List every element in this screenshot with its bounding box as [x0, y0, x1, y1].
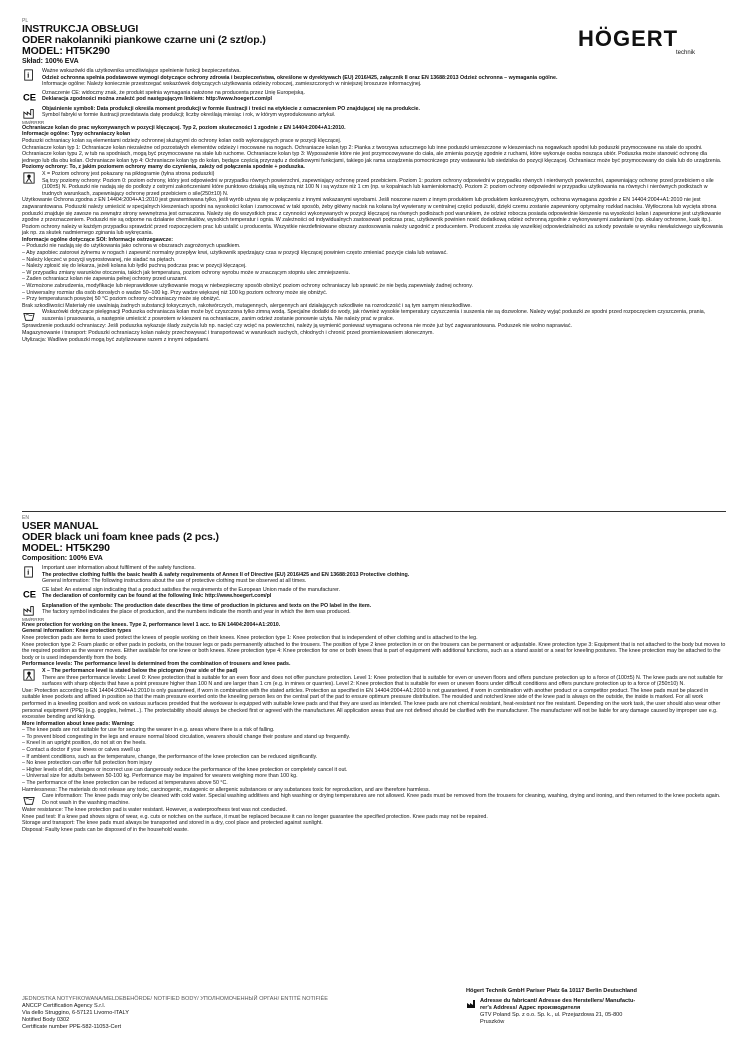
manufacturer-address [466, 998, 728, 1026]
polish-section [22, 18, 726, 343]
factory-icon [22, 107, 36, 119]
en-p2: Knee protection type 2: Foam plastic or other pads in pockets, on the trouser legs or pads permanently attached to the trousers. The position of type 2 knee protection in or on the trousers can be permanent or adjustable. Knee protection type 3: Equipment that is not attached to the body but moves to the required position as the wearer moves. Either available for one knee or both knees. Knee protection type 4: Knee protection for one or both knees that is part of equipment with additional functions, such as a stand assist or a seat for kneeling postures. The knee protection may be attached to the body or is used independently from the body. [22, 641, 726, 661]
pl-info1: Ważne wskazówki dla użytkownika umożliwiające spełnienie funkcji bezpieczeństwa. [42, 68, 241, 74]
svg-text:CE: CE [23, 91, 36, 103]
pl-ce-block [22, 90, 726, 104]
en-harm: Harmlessness: The materials do not release any toxic, carcinogenic, mutagenic or allergenic substances or any substances toxic for reproduction, and are therefore harmless. [22, 786, 430, 793]
en-warn-7: – Universal size for adults between 50-100 kg. Performance may be impaired for wearers weighing more than 100 kg. [22, 773, 298, 780]
pl-warn-0: – Poduszki nie nadają się do użytkowania jako ochrona w obszarach zagrożonych upadkiem. [22, 243, 241, 250]
pl-levels: Poziomy ochrony: To, z jakim poziomem ochrony mamy do czynienia, zależy od połączenia spodnie + poduszka. [22, 164, 305, 171]
pl-p2: Ochraniacze kolan typ 1: Ochraniacze kolan niezależne od pozostałych elementów odzieży i mocowane na nogach. Ochraniacze kolan typ 2: Pianka z tworzywa sztucznego lub inne poduszki umieszczone w kieszeniach na nogawkach spodni lub poduszki przymocowane na stałe do spodni. Ochraniacze kolan typu 2, w tub na spodniach, mogą być przymocowane na stałe lub ruchome. Ochraniacze kolan typ 3: Wyposażenie które nie jest przymocowywane do ciała, ale zmienia pozycję zgodnie z ruchami, które wykonuje osoba nosząca ubiór. Poduszka może stanowić ochronę dla jednego lub dla obu kolan. Ochraniacze kolan typ 4: Ochraniacze kolan typ do kolan, będące częścią przyrządu z dodatkowymi funkcjami, takiego jak rama urządzenia pomocniczego przy wstawaniu lub siedziska do pozycji klęczącej. Ochraniacz może być przymocowany do ciała lub do urządzenia. [22, 144, 722, 164]
pl-check: Sprawdzenie poduszki ochraniaczy: Jeśli poduszka wykazuje ślady zużycia lub np. nacięć czy wcięć na powierzchni, należy ją wymienić ponieważ wymagana ochrona nie może już być zagwarantowana. Poduszek nie wolno naprawiać. [22, 323, 572, 330]
en-title: USER MANUAL [22, 520, 99, 532]
address-label-1: Adresse du fabricant/ Adresse des Herstellers/ Manufactu- [480, 998, 636, 1004]
en-warn-4: – If ambient conditions, such as the temperature, change, the performance of the knee protection can be reduced significantly. [22, 753, 318, 760]
pl-warn-4: – W przypadku zmiany warunków otoczenia, takich jak temperatura, poziom ochrony wyrobu może w znaczącym stopniu ulec zmniejszeniu. [22, 269, 350, 276]
en-warn-5: – No knee protection can offer full protection from injury [22, 760, 153, 767]
knee-pictogram-icon [22, 669, 36, 681]
en-date-format: MM/RRRR [22, 616, 45, 622]
ce-mark-icon [22, 91, 36, 103]
wash-care-icon [22, 310, 36, 322]
en-disposal: Disposal: Faulty knee pads can be disposed of in the household waste. [22, 827, 189, 833]
manufacturer-block [466, 988, 728, 1026]
pl-general: Informacje ogólne: Typy ochraniaczy kolan [22, 131, 131, 138]
pl-warn-5: – Żaden ochraniacz kolan nie zapewnia pełnej ochrony przed urazami. [22, 276, 188, 283]
en-warn-8: – The performance of the knee protection can be reduced at temperatures above 50 °C. [22, 780, 228, 787]
en-warn-head: More information about knee pads: Warning: [22, 720, 135, 727]
pl-kneel-type: Ochraniacze kolan do prac wykonywanych w pozycji klęczącej. Typ 2, poziom skuteczności 1 zgodnie z EN 14404:2004+A1:2010. [22, 124, 346, 131]
manual-book-icon [22, 69, 36, 81]
en-info-block [22, 565, 726, 585]
pl-warn-3: – Należy zgłosić się do lekarza, jeżeli kolana lub łydki puchną podczas prac w pozycji klęczącej. [22, 263, 247, 270]
en-storage: Storage and transport: The knee pads must always be transported and stored in a dry, cool place and protected against sunlight. [22, 820, 323, 827]
pl-model: MODEL: HT5K290 [22, 45, 110, 57]
knee-pictogram-icon [22, 172, 36, 184]
en-levels-block [22, 668, 726, 688]
notified-body-address: Via dello Struggino, 6-57121 Livorno-ITALY [22, 1010, 129, 1016]
en-warn-2: – Kneel in an upright position, do not sit on the heels. [22, 740, 147, 747]
pl-disposal: Utylizacja: Wadliwe poduszki mogą być zutylizowane razem z innymi odpadami. [22, 336, 210, 343]
en-info1: Important user information about fulfilment of the safety functions. [42, 565, 196, 571]
pl-warn-2: – Należy klęczeć w pozycji wyprostowanej, nie siadać na piętach. [22, 256, 176, 263]
manual-book-icon [22, 566, 36, 578]
pl-x2: Są trzy poziomy ochrony: Poziom 0: poziom ochrony, który jest odpowiedni w przypadku równych powierzchni, zapewniający ochronę przed przebiciem. Poziom 1: poziom ochrony odpowiedni w przypadku równych i nierównych powierzchni, zapewniający ochronę przed przebiciem o sile (100±5) N. Poduszki nie nadają się do podłoży z ostrymi zakończeniami które punktowo działają siłą wyższą niż 100 N i są wyższe niż 1 cm (np. w kopalniach lub kamieniołomach). Poziom 2: poziom ochrony odpowiedni w przypadku użytkowania na równych i nierównych podłożach w trudnych warunkach, zapewniający ochronę przed przebiciem o sile(250±10) N. [42, 177, 714, 197]
pl-levels-block [22, 171, 726, 197]
lang-label-en: EN [22, 515, 29, 521]
pl-ce1: Oznaczenie CE: widoczny znak, że produkt spełnia wymagania nałożone na producenta przez Unię Europejską. [42, 89, 305, 96]
pl-care: Wskazówki dotyczące pielęgnacji Poduszka ochraniacza kolan może być czyszczona tylko zimną wodą. Specjalne dodatki do wody, jak również wysokie temperatury czyszczenia i suszenia nie są dozwolone. Należy wyjąć poduszki ze spodni przed rozpoczęciem czyszczenia, prania, suszenia i prasowania, a następnie umieścić z powrotem w kieszeni na ochraniacze, zanim odzież zostanie ponownie użyta. Nie należy prać w pralce. [42, 309, 706, 322]
en-product-name: ODER black uni foam knee pads (2 pcs.) [22, 531, 219, 543]
svg-text:CE: CE [23, 588, 36, 600]
en-x2: There are three performance levels: Level 0: Knee protection that is suitable for an even floor and does not offer puncture protection. Level 1: Knee protection that is suitable for even or uneven floors and offers puncture protection up to a force of (100±5) N. The knee pads are not suitable for surfaces with sharp objects that have a point pressure higher than 100 N and are larger than 1 cm (e.g. in mines or quarries). Level 2: Knee protection that is suitable for even or uneven floors under difficult conditions and offers puncture protection up to a force of (250±10) N. [42, 674, 724, 688]
en-info2: The protective clothing fulfils the basic health & safety requirements of Annex II of Directive (EU) 2016/425 and EN 13688:2013 Protective clothing. [42, 571, 410, 578]
pl-info-block [22, 68, 726, 88]
en-sym2: The factory symbol indicates the place of production, and the numbers indicate the month and year in which the item was produced. [42, 609, 351, 616]
pl-title: INSTRUKCJA OBSŁUGI [22, 23, 139, 35]
en-composition: Composition: 100% EVA [22, 555, 103, 562]
en-kneel-type: Knee protection for working on the knees. Type 2, performance level 1 acc. to EN 14404:2004+A1:2010. [22, 621, 281, 628]
en-warn-0: – The knee pads are not suitable for use for securing the wearer in e.g. areas where there is a risk of falling. [22, 727, 275, 734]
en-p1: Knee protection pads are items to used protect the knees of people working on their knees. Knee protection type 1: Knee protection that is independent of other clothing and is attached to the leg. [22, 634, 478, 641]
company-line: Högert Technik GmbH Pariser Platz 6a 10117 Berlin Deutschland [466, 988, 637, 994]
pl-composition: Skład: 100% EVA [22, 58, 79, 65]
en-info3: General information: The following instructions about the use of protective clothing must be observed at all times. [42, 578, 307, 585]
notified-body-block [22, 996, 422, 1031]
pl-care-block [22, 309, 726, 323]
section-divider [22, 511, 726, 512]
en-check: Knee pad test: If a knee pad shows signs of wear, e.g. cuts or notches on the surface, it must be replaced because it can no longer guarantee the specified protection. Knee pads may not be repaired. [22, 813, 488, 820]
pl-warn-8: – Przy temperaturach powyżej 50 °C poziom ochrony ochraniaczy może się obniżyć. [22, 296, 221, 303]
pl-info3: Informacje ogólne: Należy koniecznie przestrzegać wskazówek dotyczących użytkowania odzieży roboczej, zamieszczonych w niniejszej broszurze informacyjnej. [42, 81, 422, 88]
wash-care-icon [22, 794, 36, 806]
pl-storage: Magazynowanie i transport: Poduszki ochraniaczy kolan należy przechowywać i transportować w warunkach suchych, chłodnych i chronić przed promieniowaniem słonecznym. [22, 330, 434, 336]
address-line-1: GTV Poland Sp. z o.o. Sp. k., ul. Przejazdowa 21, 05-800 [480, 1012, 623, 1018]
ce-mark-icon [22, 588, 36, 600]
en-general: General information: Knee protection types [22, 628, 132, 635]
svg-text:technik: technik [676, 50, 696, 56]
en-symbols-block [22, 603, 726, 617]
en-use: Use: Protection according to EN 14404:2004+A1:2010 is only guaranteed, if worn in combination with the stated articles. Protection as specified in EN 14404:2004+A1:2010 is not guaranteed, if worn in combination with another product or a competitor product. The knee pads must be placed in suitable knee pockets and affixed in position so that the main pressure exerted onto the kneeling person lies on the central part of the pad to ensure optimum pressure distribution. The moulded and notched knee side of the knee pad is always on the outside, the inside is marked. For all work performed in a kneeling position and work on various surfaces provided that the workwear is equipped with suitable knee pads and that they are used as intended. The knee pads are not chemical resistant, heat-resistant nor fire resistant. Depending on the work task, the user should also wear other personal equipment (PPE) (e.g. goggles, helmet...). The protectability should always be checked first or agreed with the manufacturer. All application areas that are not defined should be clarified with the manufacturer. The manufacturer will not be liable for any damage caused by improper use e.g. excessive bending and kinking. [22, 687, 721, 721]
notified-body-heading: JEDNOSTKA NOTYFIKOWANA/MELDEBEHÖRDE/ NOTIFIED BODY/ УПОЛНОМОЧЕННЫЙ ОРГАН/ ENTITÉ NOTIFIÉE [22, 996, 328, 1002]
pl-warn-7: – Uniwersalny rozmiar dla osób dorosłych o wadze 50–100 kg. Przy wadze większej niż 100 kg poziom ochrony może się obniżyć. [22, 289, 328, 296]
en-care-block [22, 793, 726, 807]
svg-text:HÖGERT: HÖGERT [578, 26, 679, 51]
svg-text:i: i [27, 72, 30, 80]
pl-sym2: Symbol fabryki w formie ilustracji przedstawia datę produkcji; liczby określają miesiąc i rok, w którym wyprodukowano artykuł. [42, 112, 336, 119]
en-water: Water resistance: The knee protection pad is water resistant. However, a waterproofness test was not conducted. [22, 807, 287, 814]
manufacturer-icon [466, 999, 476, 1009]
en-ce2: The declaration of conformity can be found at the following link: http://www.hoegert.com/pl [42, 593, 272, 600]
en-care: Care information: The knee pads may only be cleaned with cold water. Special washing additives and high washing or drying temperatures are not allowed. Knee pads must be removed from the trousers for cleaning, washing, drying and ironing, and then returned to the knee pockets again. Do not wash in the washing machine. [42, 793, 721, 806]
notified-body-number: Notified Body 0302 [22, 1017, 70, 1023]
svg-text:i: i [27, 569, 30, 577]
factory-icon [22, 604, 36, 616]
pl-sym1: Objaśnienie symboli: Data produkcji określa moment produkcji w formie ilustracji i treści na etykiecie z oznaczeniem PO znajdującej się na produkcie. [42, 105, 420, 112]
pl-ce2: Deklaracja zgodności można znaleźć pod następującym linkiem: http://www.hoegert.com/pl [42, 96, 272, 103]
address-line-2: Pruszków [480, 1019, 505, 1025]
pl-info2: Odzież ochronna spełnia podstawowe wymogi dotyczące ochrony zdrowia i bezpieczeństwa, określone w dyrektywach (EU) 2016/425, załącznik II oraz EN 13688:2013 Odzież ochronna – wymagania ogólne. [42, 74, 558, 81]
address-label-2: rer's Address/ Адрес производителя [480, 1005, 581, 1011]
pl-x1: X = Poziom ochrony jest pokazany na piktogramie (tylna strona poduszki) [42, 170, 215, 177]
pl-symbols-block [22, 106, 726, 120]
en-model: MODEL: HT5K290 [22, 542, 110, 554]
en-warn-6: – Higher levels of dirt, changes or incorrect use can dangerously reduce the performance of the knee protection or completely cancel it out. [22, 766, 348, 773]
certificate-number: Certificate number PPE-582-11053-Cert [22, 1024, 122, 1030]
pl-p1: Poduszki ochraniacy kolan są elementami odzieży ochronnej służącymi do ochrony kolan osób wykonujących prace w pozycji klęczącej. [22, 137, 342, 144]
en-x1: X – The performance level is stated below the pictogram (rear side of the pad) [42, 667, 238, 674]
pl-date-format: MM/RRRR [22, 119, 45, 125]
en-warn-1: – To prevent blood congesting in the legs and ensure normal blood circulation, wearers should change their posture and stand up frequently. [22, 733, 351, 740]
pl-warn-1: – Aby zapobiec zatorowi żylnemu w nogach i zapewnić normalny przepływ krwi, użytkownik spędzający czas w pozycji klęczącej powinien często zmieniać pozycje ciała lub wstawać. [22, 250, 448, 257]
lang-label-pl: PL [22, 18, 29, 24]
pl-warn-head: Informacje ogólne dotyczące SOI: Informacje ostrzegawcze: [22, 236, 174, 243]
notified-body-name: ANCCP Certification Agency S.r.l. [22, 1003, 106, 1009]
en-ce-block [22, 587, 726, 601]
english-section [22, 515, 726, 834]
en-warn-3: – Contact a doctor if your knees or calves swell up [22, 747, 141, 754]
en-sym1: Explanation of the symbols: The production date describes the time of production in pictures and texts on the PO label in the item. [42, 602, 372, 609]
pl-warn-6: – Wzmożone zabrudzenia, modyfikacje lub nieprawidłowe użytkowanie mogą w niebezpieczny sposób obniżyć poziom ochrony ochraniaczy lub sprawić że nie będą zapewniały żadnej ochrony. [22, 283, 473, 290]
en-ce1: CE label: An external sign indicating that a product satisfies the requirements of the European Union made of the manufacturer. [42, 586, 340, 593]
pl-use: Użytkowanie Ochrona zgodna z EN 14404:2004+A1:2010 jest gwarantowana tylko, jeśli wyrób używa się w połączeniu z innymi wskazanymi wyrobami. Jeśli noszone razem z innym produktem lub produktem konkurencyjnym, ochrona wymagana zgodnie z EN 14404:2004+A1:2010 nie jest zagwarantowana. Poduszki należy umieścić w specjalnych kieszeniach spodni na wysokości kolan i zamocować w taki sposób, żeby główny nacisk na kolana był wywierany w centralnej części poduszki, dzięki czemu zostanie zapewniony optymalny rozkład nacisku. Wytłoczona lub wycięta strona poduszki znajduje się zawsze na zewnątrz strony wewnętrzna jest oznaczona. Należy się do wszystkich prac z czynności wykonywanych w pozycji klęczącej na równych podłożach pod warunkiem, że odzież robocza posiada odpowiednie kieszenie na wysokości kolan i zapewnione jest użytkowanie zgodne z przeznaczeniem. Poduszki nie są odporne na działanie chemikaliów, wysokich temperatur i ognia. W zależności od indywidualnych zastosowań podczas prac, użytkownik powinien nosić dodatkową odzież ochronną zgodnie z wykonywanymi zadaniami (np. okulary ochronne, kask itp.). Poziom ochrony należy w każdym przypadku sprawdzić przed rozpoczęciem prac lub ustalić u producenta. Wszystkie niezdefiniowane obszary zastosowania należy uzgodnić z producentem. Producent zrzeka się wszelkiej odpowiedzialności za szkody powstałe w wyniku niewłaściwego użytkowania jak np. za skutek nadmiernego zginania lub wykręcania. [22, 197, 723, 237]
en-levels: Performance levels: The performance level is determined from the combination of trousers and knee pads. [22, 661, 291, 668]
pl-harm: Brak szkodliwości Materiały nie uwalniają żadnych substancji toksycznych, rakotwórczych, mutagennych, alergennych ani działających szkodliwie na rozrodczość i są tym samym nieszkodliwe. [22, 302, 472, 309]
pl-product-name: ODER nakolanniki piankowe czarne uni (2 szt/op.) [22, 34, 266, 46]
